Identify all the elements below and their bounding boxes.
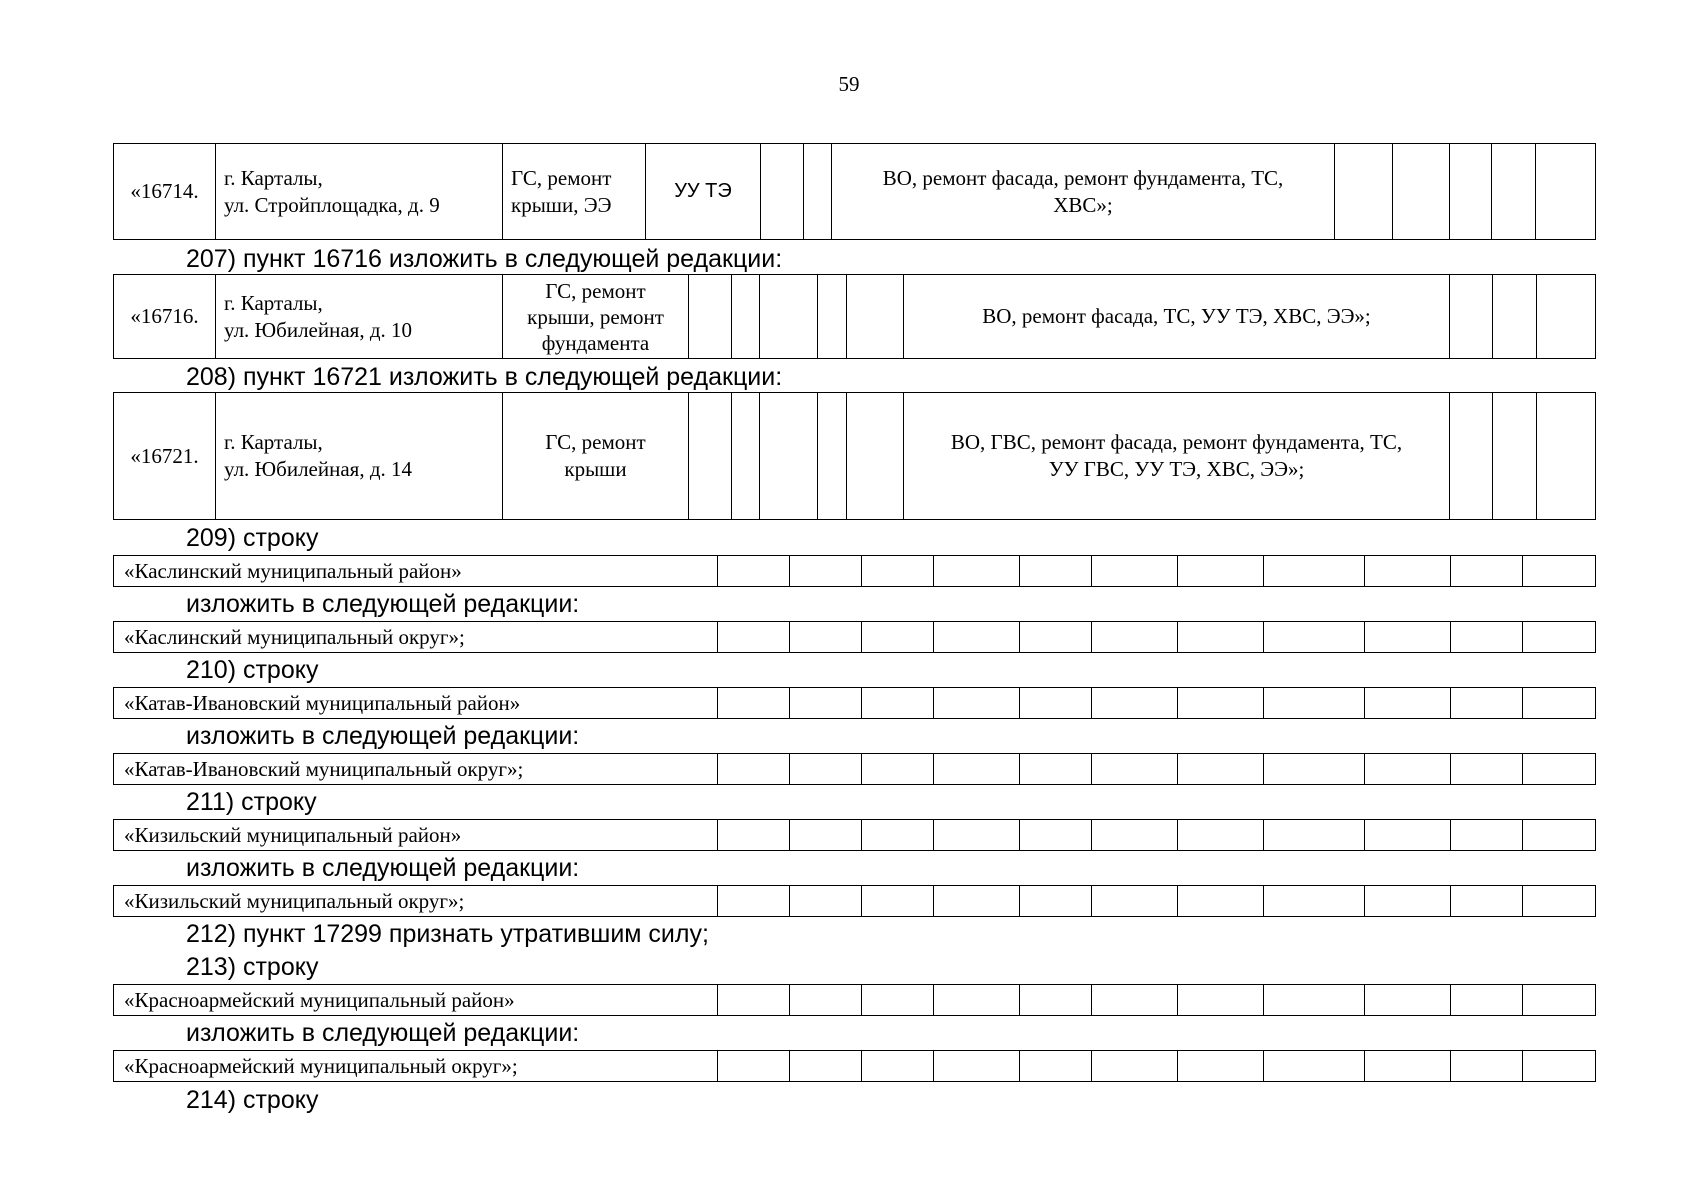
municipality-row-old xyxy=(113,819,1596,851)
paragraph-213: 213) строку xyxy=(186,953,319,981)
municipality-row-new xyxy=(113,753,1596,785)
works-cell-c: ВО, ГВС, ремонт фасада, ремонт фундамента, ТС, УУ ГВС, УУ ТЭ, ХВС, ЭЭ»; xyxy=(904,393,1450,520)
paragraph-209: 209) строку xyxy=(186,524,319,552)
municipality-name: «Катав-Ивановский муниципальный район» xyxy=(114,688,718,719)
address-cell: г. Карталы, ул. Юбилейная, д. 14 xyxy=(216,393,503,520)
paragraph-209-edit: изложить в следующей редакции: xyxy=(186,590,580,618)
table-row-16716 xyxy=(113,274,1596,359)
works-cell: ГС, ремонт крыши, ремонт фундамента xyxy=(503,275,689,359)
table-row-16714 xyxy=(113,143,1596,240)
municipality-name: «Каслинский муниципальный район» xyxy=(114,556,718,587)
municipality-name: «Каслинский муниципальный округ»; xyxy=(114,622,718,653)
address-cell: г. Карталы, ул. Юбилейная, д. 10 xyxy=(216,275,503,359)
table-row-16721 xyxy=(113,392,1596,520)
page-number: 59 xyxy=(838,72,860,96)
address-cell: г. Карталы, ул. Стройплощадка, д. 9 xyxy=(216,144,503,240)
municipality-row-new xyxy=(113,885,1596,917)
item-number: «16716. xyxy=(114,275,216,359)
paragraph-212: 212) пункт 17299 признать утратившим силу; xyxy=(186,920,709,948)
paragraph-210-edit: изложить в следующей редакции: xyxy=(186,722,580,750)
municipality-row-old xyxy=(113,687,1596,719)
municipality-name: «Кизильский муниципальный район» xyxy=(114,820,718,851)
works-cell: ГС, ремонт крыши xyxy=(503,393,689,520)
paragraph-210: 210) строку xyxy=(186,656,319,684)
works-cell: ГС, ремонт крыши, ЭЭ xyxy=(503,144,646,240)
municipality-name: «Красноармейский муниципальный округ»; xyxy=(114,1051,718,1082)
item-number: «16721. xyxy=(114,393,216,520)
paragraph-208: 208) пункт 16721 изложить в следующей редакции: xyxy=(186,363,783,391)
municipality-name: «Катав-Ивановский муниципальный округ»; xyxy=(114,754,718,785)
municipality-row-old xyxy=(113,555,1596,587)
municipality-row-new xyxy=(113,621,1596,653)
item-number: «16714. xyxy=(114,144,216,240)
paragraph-211: 211) строку xyxy=(186,788,317,816)
municipality-name: «Красноармейский муниципальный район» xyxy=(114,985,718,1016)
works-cell-c: ВО, ремонт фасада, ремонт фундамента, ТС, ХВС»; xyxy=(832,144,1335,240)
municipality-row-old xyxy=(113,984,1596,1016)
works-cell-b: УУ ТЭ xyxy=(646,144,761,240)
paragraph-213-edit: изложить в следующей редакции: xyxy=(186,1019,580,1047)
municipality-name: «Кизильский муниципальный округ»; xyxy=(114,886,718,917)
paragraph-211-edit: изложить в следующей редакции: xyxy=(186,854,580,882)
municipality-row-new xyxy=(113,1050,1596,1082)
paragraph-207: 207) пункт 16716 изложить в следующей редакции: xyxy=(186,245,783,273)
works-cell-c: ВО, ремонт фасада, ТС, УУ ТЭ, ХВС, ЭЭ»; xyxy=(904,275,1450,359)
paragraph-214: 214) строку xyxy=(186,1086,319,1114)
